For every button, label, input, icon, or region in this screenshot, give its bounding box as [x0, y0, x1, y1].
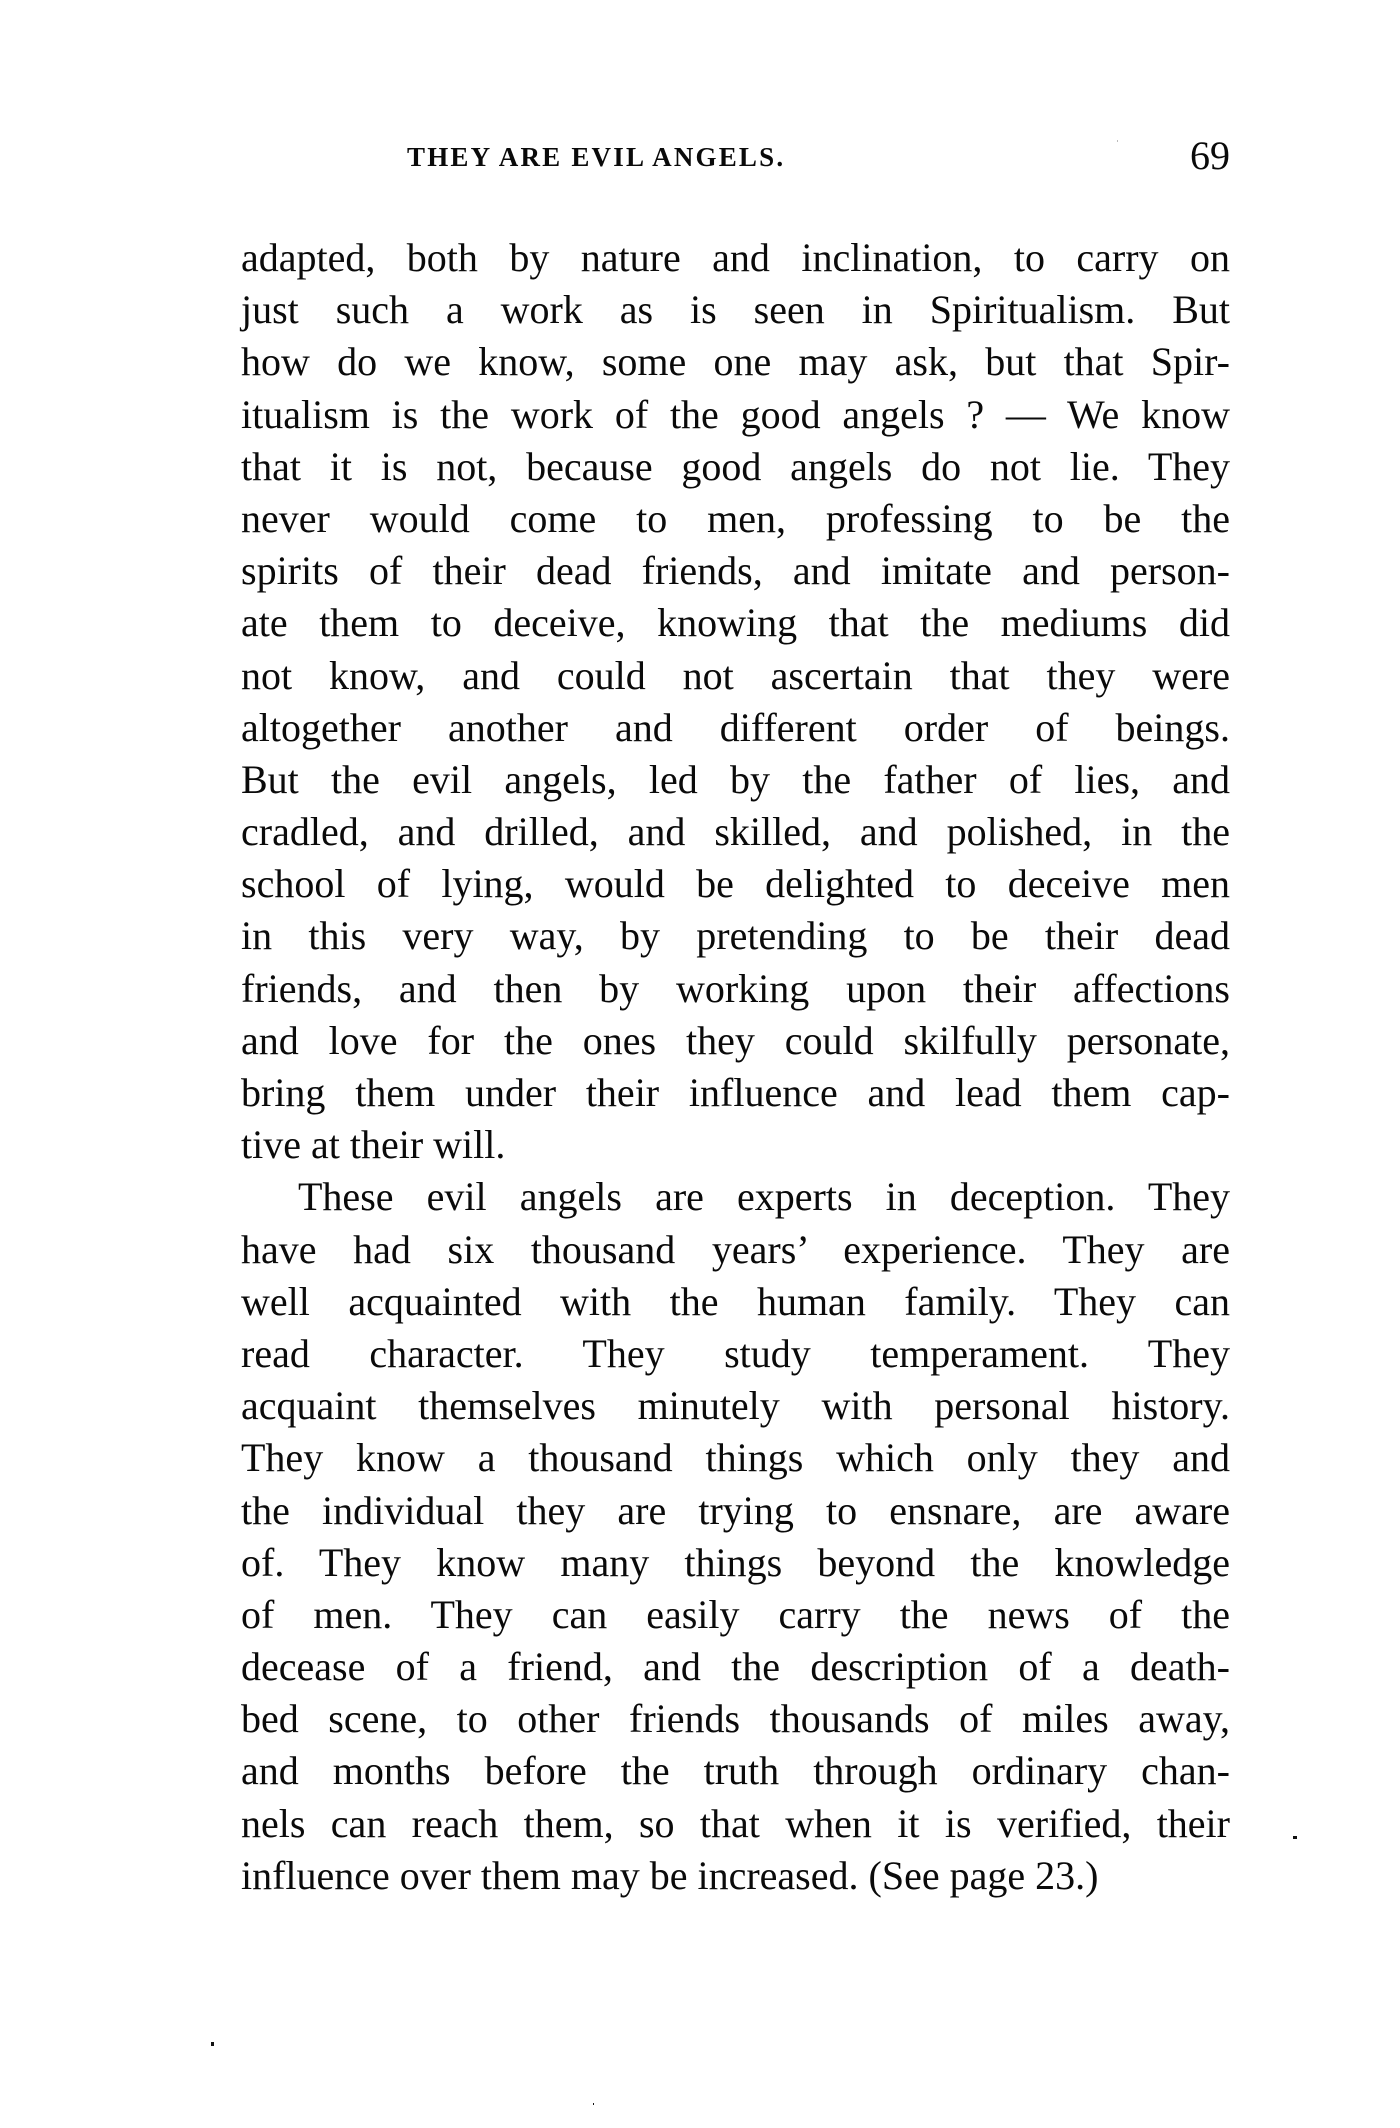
scan-speck	[593, 2103, 594, 2105]
text-line: in this very way, by pretending to be their dead	[241, 913, 1230, 959]
page-number: 69	[1190, 133, 1230, 178]
text-line: and love for the ones they could skilfully personate,	[241, 1017, 1230, 1063]
text-line: have had six thousand years’ experience. They are	[241, 1226, 1230, 1272]
text-line: acquaint themselves minutely with personal history.	[241, 1383, 1230, 1429]
scan-speck	[211, 2042, 214, 2046]
running-head	[241, 133, 1230, 182]
text-line: decease of a friend, and the description of a death-	[241, 1644, 1230, 1690]
running-title: THEY ARE EVIL ANGELS.	[407, 142, 786, 172]
text-line: altogether another and different order of beings.	[241, 704, 1230, 750]
text-line: the individual they are trying to ensnare, are aware	[241, 1487, 1230, 1533]
text-line: that it is not, because good angels do not lie. They	[241, 443, 1230, 489]
text-line: not know, and could not ascertain that they were	[241, 652, 1230, 698]
text-line: spirits of their dead friends, and imitate and person-	[241, 548, 1230, 594]
text-line: cradled, and drilled, and skilled, and polished, in the	[241, 809, 1230, 855]
text-line: and months before the truth through ordinary chan-	[241, 1748, 1230, 1794]
paragraph-2	[241, 1171, 1230, 1902]
text-line: influence over them may be increased. (See page 23.)	[241, 1852, 1099, 1898]
text-line: of men. They can easily carry the news of the	[241, 1591, 1230, 1637]
scan-speck	[1293, 1836, 1297, 1839]
text-line: bed scene, to other friends thousands of miles away,	[241, 1696, 1230, 1742]
text-line: read character. They study temperament. They	[241, 1330, 1230, 1376]
text-line: of. They know many things beyond the knowledge	[241, 1539, 1230, 1585]
text-line: itualism is the work of the good angels ? — We know	[241, 391, 1230, 437]
text-line: They know a thousand things which only they and	[241, 1435, 1230, 1481]
text-line: well acquainted with the human family. They can	[241, 1278, 1230, 1324]
text-line: These evil angels are experts in deception. They	[298, 1174, 1230, 1220]
text-line: how do we know, some one may ask, but that Spir-	[241, 339, 1230, 385]
text-line: nels can reach them, so that when it is verified, their	[241, 1800, 1230, 1846]
text-line: never would come to men, professing to be the	[241, 495, 1230, 541]
scan-speck	[1117, 140, 1118, 142]
text-line: tive at their will.	[241, 1122, 506, 1168]
text-line: just such a work as is seen in Spiritualism. But	[241, 287, 1230, 333]
paragraph-1	[241, 232, 1230, 1171]
text-line: ate them to deceive, knowing that the mediums did	[241, 600, 1230, 646]
text-line: school of lying, would be delighted to deceive men	[241, 861, 1230, 907]
text-line: adapted, both by nature and inclination, to carry on	[241, 235, 1230, 280]
text-line: bring them under their influence and lead them cap-	[241, 1070, 1230, 1115]
body-text	[241, 232, 1230, 1902]
text-line: friends, and then by working upon their affections	[241, 965, 1230, 1011]
text-line: But the evil angels, led by the father of lies, and	[241, 756, 1230, 802]
